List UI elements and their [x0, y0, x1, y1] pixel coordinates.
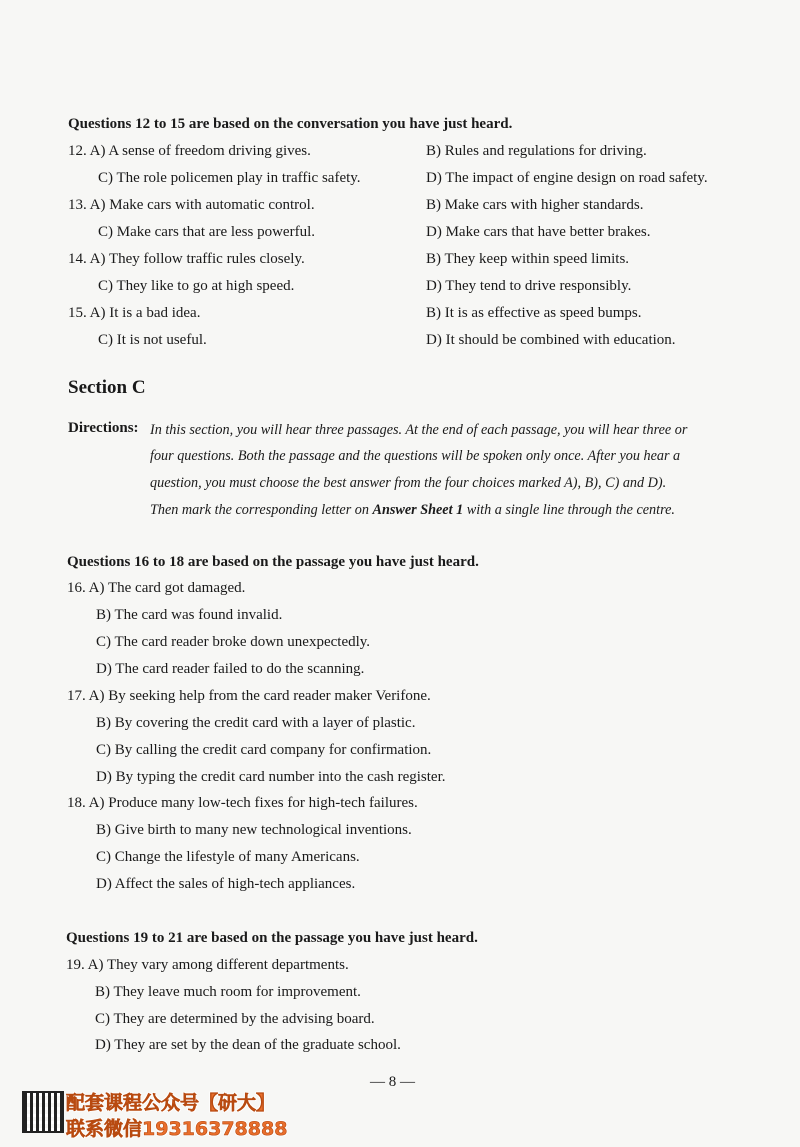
q16-option-d: D) The card reader failed to do the scanning.: [96, 661, 365, 677]
q15-option-d: D) It should be combined with education.: [426, 332, 676, 348]
questions-12-15-heading: Questions 12 to 15 are based on the conversation you have just heard.: [68, 116, 513, 132]
q14-option-b: B) They keep within speed limits.: [426, 251, 630, 267]
q16-option-a: 16. A) The card got damaged.: [67, 580, 246, 596]
q17-option-c: C) By calling the credit card company for confirmation.: [96, 742, 432, 758]
q13-option-b: B) Make cars with higher standards.: [426, 197, 644, 213]
q19-option-b: B) They leave much room for improvement.: [95, 984, 361, 1000]
q19-option-c: C) They are determined by the advising board.: [95, 1011, 375, 1027]
directions-line-4: [150, 502, 675, 519]
q19-option-d: D) They are set by the dean of the graduate school.: [95, 1037, 401, 1053]
q14-option-d: D) They tend to drive responsibly.: [426, 278, 632, 294]
questions-16-18-heading: Questions 16 to 18 are based on the passage you have just heard.: [67, 554, 479, 570]
directions-line-1: In this section, you will hear three passages. At the end of each passage, you will hear three or: [150, 422, 688, 438]
q17-option-d: D) By typing the credit card number into the cash register.: [96, 769, 446, 785]
q12-option-a: 12. A) A sense of freedom driving gives.: [68, 143, 311, 159]
questions-19-21-heading: Questions 19 to 21 are based on the passage you have just heard.: [66, 930, 478, 946]
q18-option-a: 18. A) Produce many low-tech fixes for high-tech failures.: [67, 795, 418, 811]
q13-option-d: D) Make cars that have better brakes.: [426, 224, 651, 240]
q17-option-b: B) By covering the credit card with a layer of plastic.: [96, 715, 416, 731]
directions-label: Directions:: [68, 420, 139, 436]
answer-sheet-ref: Answer Sheet 1: [372, 502, 464, 518]
q15-option-a: 15. A) It is a bad idea.: [68, 305, 201, 321]
q18-option-b: B) Give birth to many new technological inventions.: [96, 822, 412, 838]
section-title: Section C: [68, 377, 146, 398]
q14-option-c: C) They like to go at high speed.: [98, 278, 295, 294]
q16-option-c: C) The card reader broke down unexpectedly.: [96, 634, 371, 650]
q15-option-c: C) It is not useful.: [98, 332, 207, 348]
q19-option-a: 19. A) They vary among different departments.: [66, 957, 349, 973]
q12-option-d: D) The impact of engine design on road safety.: [426, 170, 708, 186]
directions-tail: with a single line through the centre.: [466, 502, 675, 518]
q17-option-a: 17. A) By seeking help from the card reader maker Verifone.: [67, 688, 431, 704]
watermark-line-2: 联系微信19316378888: [66, 1118, 288, 1140]
directions-line-3: question, you must choose the best answer from the four choices marked A), B), C) and D).: [150, 475, 667, 491]
watermark-line-1: 配套课程公众号【研大】: [66, 1092, 276, 1114]
q13-option-c: C) Make cars that are less powerful.: [98, 224, 316, 240]
q14-option-a: 14. A) They follow traffic rules closely.: [68, 251, 305, 267]
directions-line-2: four questions. Both the passage and the questions will be spoken only once. After you hear a: [150, 448, 681, 464]
page-number: — 8 —: [370, 1074, 415, 1090]
q15-option-b: B) It is as effective as speed bumps.: [426, 305, 642, 321]
q16-option-b: B) The card was found invalid.: [96, 607, 283, 623]
q18-option-c: C) Change the lifestyle of many Americans.: [96, 849, 360, 865]
qr-code-icon: [22, 1091, 64, 1133]
q12-option-b: B) Rules and regulations for driving.: [426, 143, 647, 159]
q13-option-a: 13. A) Make cars with automatic control.: [68, 197, 315, 213]
directions-line-4-text: Then mark the corresponding letter on: [150, 502, 369, 518]
q12-option-c: C) The role policemen play in traffic safety.: [98, 170, 361, 186]
q18-option-d: D) Affect the sales of high-tech appliances.: [96, 876, 356, 892]
